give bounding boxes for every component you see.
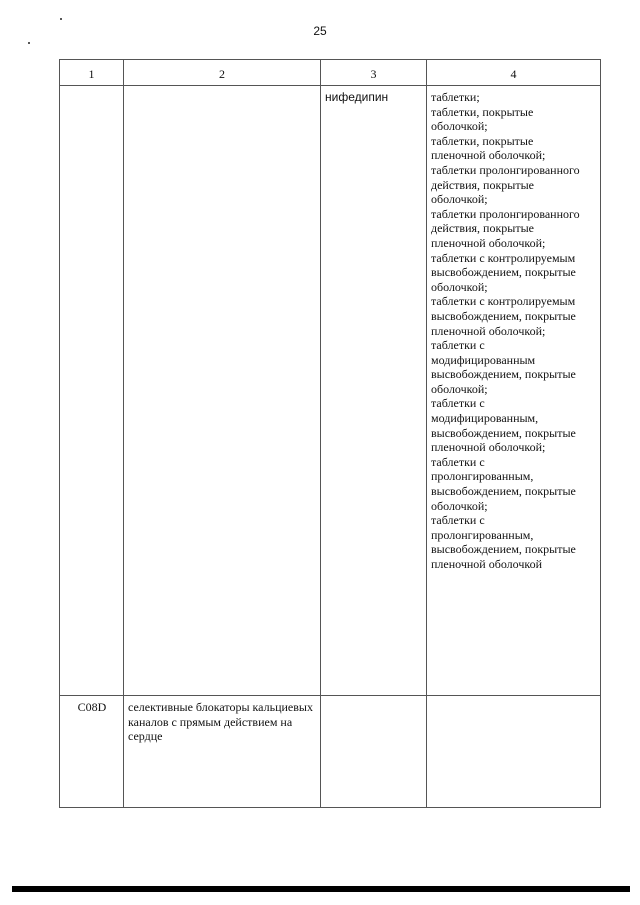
table-header-row (60, 60, 601, 86)
drug-name-cell: нифедипин (321, 86, 427, 696)
dosage-form-line: пролонгированным, (431, 527, 534, 542)
column-header-2: 2 (124, 60, 321, 86)
dosage-form-line: высвобождением, покрытые (431, 542, 576, 557)
dosage-form-line: таблетки пролонгированного (431, 162, 580, 177)
dosage-form-line: таблетки с (431, 338, 485, 353)
dosage-form-line: оболочкой; (431, 381, 488, 396)
dosage-form-line: пролонгированным, (431, 469, 534, 484)
dosage-form-line: таблетки с контролируемым (431, 250, 576, 265)
dosage-form-line: действия, покрытые (431, 177, 534, 192)
scan-speck-1 (60, 18, 62, 20)
column-header-1: 1 (60, 60, 124, 86)
dosage-form-line: действия, покрытые (431, 221, 534, 236)
scan-bottom-border (12, 886, 630, 892)
dosage-form-line: высвобождением, покрытые (431, 367, 576, 382)
column-header-4: 4 (427, 60, 601, 86)
scan-speck-2 (28, 42, 30, 44)
dosage-forms-cell (427, 86, 601, 696)
table-row (60, 696, 601, 808)
dosage-form-line: оболочкой; (431, 119, 488, 134)
dosage-form-line: пленочной оболочкой; (431, 440, 546, 455)
drug-name-cell (321, 696, 427, 808)
dosage-form-line: высвобождением, покрытые (431, 308, 576, 323)
dosage-form-line: таблетки, покрытые (431, 133, 534, 148)
dosage-form-line: таблетки с (431, 513, 485, 528)
dosage-form-line: таблетки с (431, 396, 485, 411)
dosage-form-line: пленочной оболочкой; (431, 323, 546, 338)
drug-table (59, 59, 601, 808)
dosage-form-line: пленочной оболочкой; (431, 235, 546, 250)
dosage-form-line: высвобождением, покрытые (431, 484, 576, 499)
dosage-form-line: таблетки с (431, 454, 485, 469)
atc-code-cell (60, 86, 124, 696)
page-number: 25 (313, 24, 327, 38)
column-header-3: 3 (321, 60, 427, 86)
dosage-form-line: высвобождением, покрытые (431, 265, 576, 280)
dosage-form-line: высвобождением, покрытые (431, 425, 576, 440)
atc-code-cell: C08D (60, 696, 124, 808)
group-name-cell (124, 86, 321, 696)
dosage-form-line: таблетки, покрытые (431, 104, 534, 119)
dosage-form-line: пленочной оболочкой; (431, 148, 546, 163)
dosage-form-line: оболочкой; (431, 498, 488, 513)
dosage-form-line: оболочкой; (431, 192, 488, 207)
dosage-forms-cell (427, 696, 601, 808)
table-row (60, 86, 601, 696)
dosage-form-line: модифицированным, (431, 411, 539, 426)
dosage-form-line: оболочкой; (431, 279, 488, 294)
group-name-cell: селективные блокаторы кальциевых каналов с прямым действием на сердце (124, 696, 321, 808)
dosage-form-line: таблетки пролонгированного (431, 206, 580, 221)
dosage-form-line: пленочной оболочкой (431, 557, 543, 571)
dosage-form-line: модифицированным (431, 352, 536, 367)
dosage-form-line: таблетки; (431, 90, 480, 104)
dosage-form-line: таблетки с контролируемым (431, 294, 576, 309)
